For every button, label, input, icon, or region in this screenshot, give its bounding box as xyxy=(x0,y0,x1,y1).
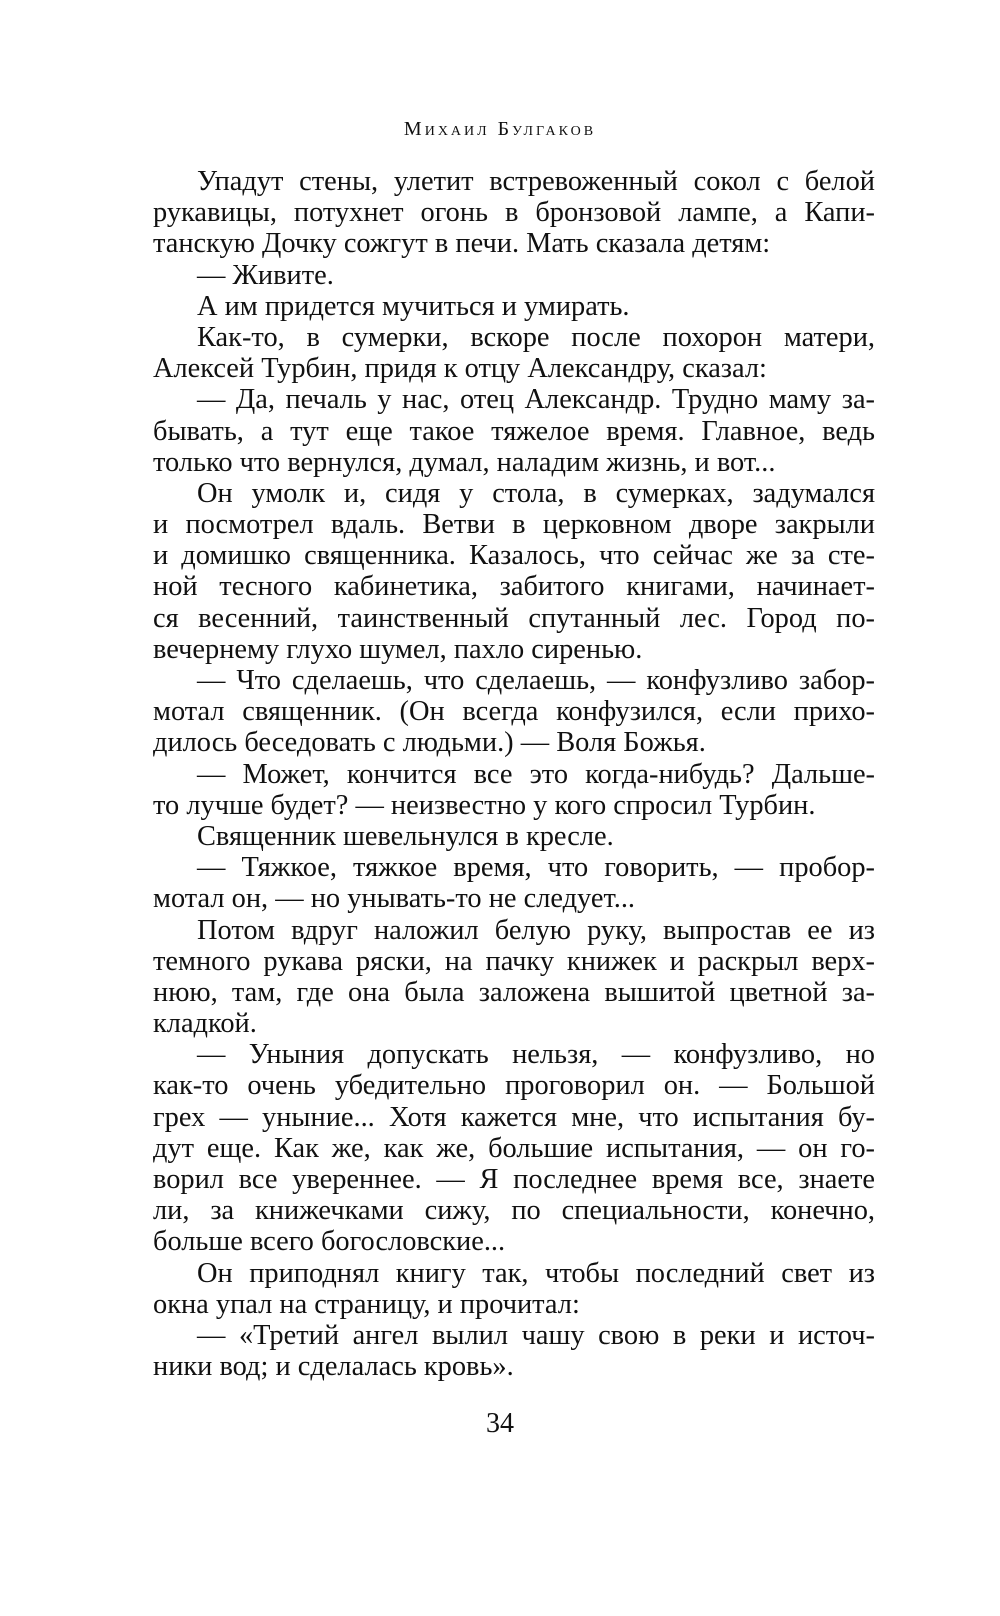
text-line: танскую Дочку сожгут в печи. Мать сказала детям: xyxy=(153,228,771,260)
text-line: грех — уныние... Хотя кажется мне, что испытания бу- xyxy=(153,1101,875,1133)
text-line: дут еще. Как же, как же, большие испытания, — он го- xyxy=(153,1132,875,1164)
text-line: бывать, а тут еще такое тяжелое время. Главное, ведь xyxy=(153,415,875,447)
text-line: Потом вдруг наложил белую руку, выпростав ее из xyxy=(197,914,875,946)
text-line: мотал священник. (Он всегда конфузился, если прихо- xyxy=(153,696,875,728)
text-line: Он умолк и, сидя у стола, в сумерках, задумался xyxy=(197,477,875,509)
text-line: Он приподнял книгу так, чтобы последний свет из xyxy=(197,1257,875,1289)
text-line: Как-то, в сумерки, вскоре после похорон матери, xyxy=(197,321,875,353)
text-line: ворил все увереннее. — Я последнее время все, знаете xyxy=(153,1164,875,1195)
text-line: — Может, кончится все это когда-нибудь? Дальше- xyxy=(197,758,875,790)
text-line: темного рукава ряски, на пачку книжек и раскрыл верх- xyxy=(153,945,875,977)
text-line: ники вод; и сделалась кровь». xyxy=(153,1351,514,1383)
text-line: — Живите. xyxy=(197,259,334,291)
text-line: окна упал на страницу, и прочитал: xyxy=(153,1288,580,1320)
text-line: Священник шевельнулся в кресле. xyxy=(197,820,614,852)
text-line: — Уныния допускать нельзя, — конфузливо, но xyxy=(197,1039,875,1071)
text-line: — Да, печаль у нас, отец Александр. Трудно маму за- xyxy=(197,384,875,416)
text-line: то лучше будет? — неизвестно у кого спросил Турбин. xyxy=(153,789,816,821)
text-line: — Что сделаешь, что сделаешь, — конфузливо забор- xyxy=(197,665,875,696)
running-head: Михаил Булгаков xyxy=(403,118,597,140)
text-line: Упадут стены, улетит встревоженный сокол с белой xyxy=(197,166,875,197)
text-line: А им придется мучиться и умирать. xyxy=(197,290,630,322)
page-body-text xyxy=(153,166,875,1382)
text-line: мотал он, — но унывать-то не следует... xyxy=(153,883,636,915)
text-line: ся весенний, таинственный спутанный лес. Город по- xyxy=(153,602,875,634)
text-line: ной тесного кабинетика, забитого книгами, начинает- xyxy=(153,571,875,603)
page-number: 34 xyxy=(486,1408,514,1439)
text-line: вечернему глухо шумел, пахло сиренью. xyxy=(153,633,643,665)
text-line: нюю, там, где она была заложена вышитой цветной за- xyxy=(153,976,875,1008)
text-line: — «Третий ангел вылил чашу свою в реки и источ- xyxy=(197,1319,875,1351)
text-line: рукавицы, потухнет огонь в бронзовой лампе, а Капи- xyxy=(153,197,875,229)
text-line: — Тяжкое, тяжкое время, что говорить, — пробор- xyxy=(197,852,875,884)
text-line: только что вернулся, думал, наладим жизнь, и вот... xyxy=(153,446,776,478)
text-line: как-то очень убедительно проговорил он. — Большой xyxy=(153,1070,875,1102)
text-line: больше всего богословские... xyxy=(153,1226,506,1258)
text-line: кладкой. xyxy=(153,1008,257,1040)
text-line: Алексей Турбин, придя к отцу Александру, сказал: xyxy=(153,353,767,385)
text-line: и домишко священника. Казалось, что сейчас же за сте- xyxy=(153,540,875,572)
text-line: и посмотрел вдаль. Ветви в церковном дворе закрыли xyxy=(153,509,875,541)
text-line: ли, за книжечками сижу, по специальности, конечно, xyxy=(153,1195,875,1227)
text-line: дилось беседовать с людьми.) — Воля Божья. xyxy=(153,727,706,759)
